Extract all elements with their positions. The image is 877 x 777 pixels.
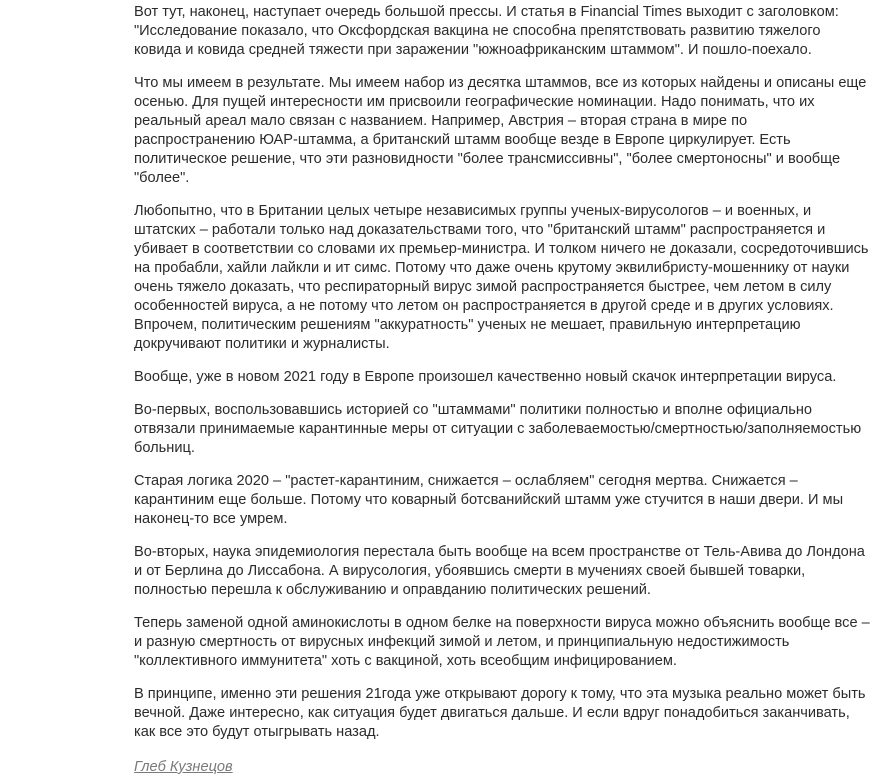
article-paragraph-5: Во-первых, воспользовавшись историей со "штаммами" политики полностью и вполне официально отвязали принимаемые карантинные меры от ситуации с заболеваемостью/смертностью/заполняемостью больниц. [134,402,862,456]
article-paragraph-1: Вот тут, наконец, наступает очередь большой прессы. И статья в Financial Times выходит с заголовком: "Исследование показало, что Оксфордская вакцина не способна препятствовать развитию тяжелого ковида и ковида средней тяжести при заражении "южноафриканским штаммом". И пошло-поехало. [134,4,839,58]
article-paragraph-6: Старая логика 2020 – "растет-карантиним, снижается – ослабляем" сегодня мертва. Снижается – карантиним еще больше. Потому что коварный ботсванийский штамм уже стучится в наши двери. И мы наконец-то все умрем. [134,473,844,527]
article-paragraph-3: Любопытно, что в Британии целых четыре независимых группы ученых-вирусологов – и военных, и штатских – работали только над доказательствами того, что "британский штамм" распространяется и убивает в соответствии со словами их премьер-министра. И толком ничего не доказали, сосредоточившись на пробабли, хайли лайкли и ит симс. Потому что даже очень крутому эквилибристу-мошеннику от науки очень тяжело доказать, что респираторный вирус зимой распространяется быстрее, чем летом в силу особенностей вируса, а не потому что летом он распространяется в другой среде и в других условиях. Впрочем, политическим решениям "аккуратность" ученых не мешает, правильную интерпретацию докручивают политики и журналисты. [134,203,869,352]
article-paragraph-2: Что мы имеем в результате. Мы имеем набор из десятка штаммов, все из которых найдены и описаны еще осенью. Для пущей интересности им присвоили географические номинации. Надо понимать, что их реальный ареал мало связан с названием. Например, Австрия – вторая страна в мире по распространению ЮАР-штамма, а британский штамм вообще везде в Европе циркулирует. Есть политическое решение, что эти разновидности "более трансмиссивны", "более смертоносны" и вообще "более". [134,75,867,186]
article-body [134,3,870,777]
article-paragraph-7: Во-вторых, наука эпидемиология перестала быть вообще на всем пространстве от Тель-Авива до Лондона и от Берлина до Лиссабона. А вирусология, убоявшись смерти в мучениях своей бывшей товарки, полностью перешла к обслуживанию и оправданию политических решений. [134,544,865,598]
article-paragraph-9: В принципе, именно эти решения 21года уже открывают дорогу к тому, что эта музыка реально может быть вечной. Даже интересно, как ситуация будет двигаться дальше. И если вдруг понадобиться заканчивать, как все это будут отыгрывать назад. [134,686,866,740]
article-paragraph-8: Теперь заменой одной аминокислоты в одном белке на поверхности вируса можно объяснить вообще все – и разную смертность от вирусных инфекций зимой и летом, и принципиальную недостижимость "коллективного иммунитета" хоть с вакциной, хоть всеобщим инфицированием. [134,615,870,669]
article-paragraph-4: Вообще, уже в новом 2021 году в Европе произошел качественно новый скачок интерпретации вируса. [134,369,837,385]
author-link[interactable]: Глеб Кузнецов [134,759,233,775]
